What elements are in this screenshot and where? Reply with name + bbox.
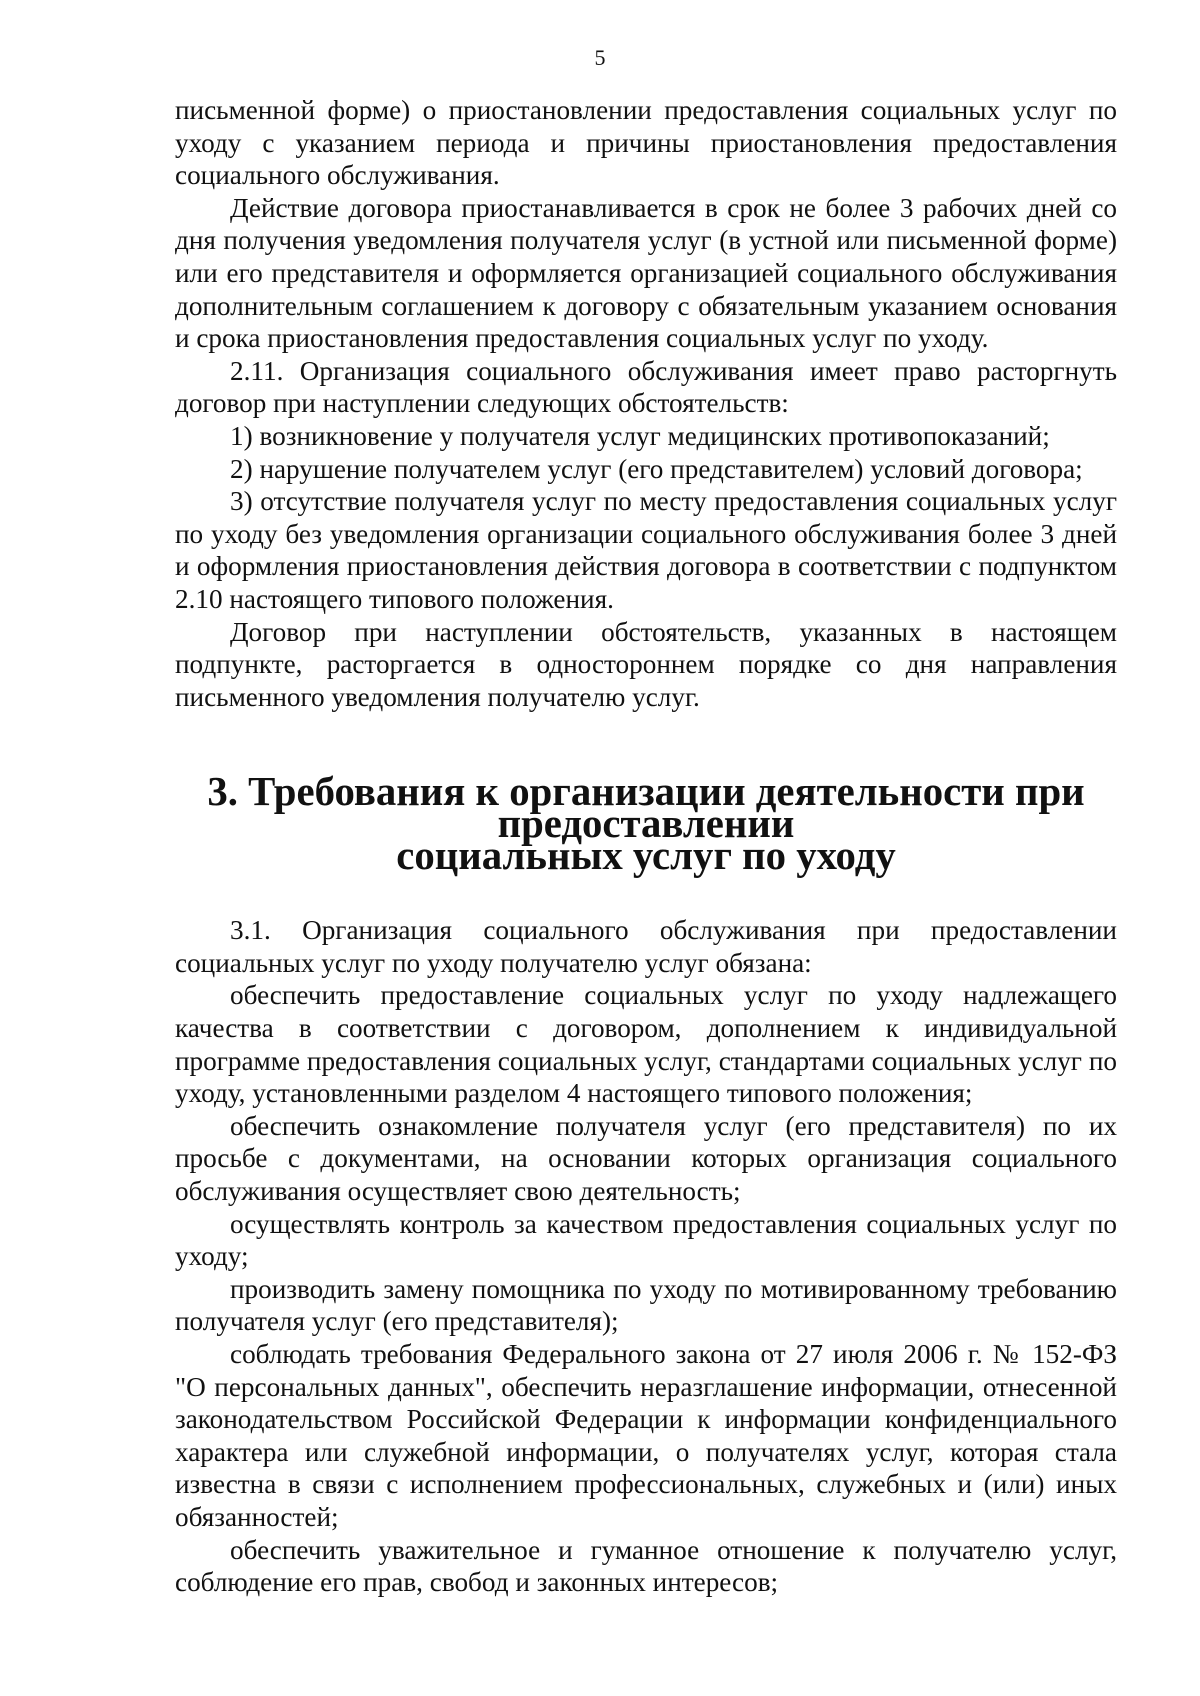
section-3-heading [175, 769, 1117, 879]
paragraph-3-1: 3.1. Организация социального обслуживания при предоставлении социальных услуг по уходу получателю услуг обязана: [175, 915, 1117, 978]
paragraph-2-11: 2.11. Организация социального обслуживания имеет право расторгнуть договор при наступлении следующих обстоятельств: [175, 355, 1117, 419]
obligation-personal-data: соблюдать требования Федерального закона от 27 июля 2006 г. № 152-ФЗ "О персональных данных", обеспечить неразглашение информации, отнесенной законодательством Российской Федерации к информации конфиденциального характера или служебной информации, о получателях услуг, которая стала известна в связи с исполнением профессиональных, служебных и (или) иных обязанностей; [175, 1339, 1117, 1532]
paragraph-suspension-terms: Действие договора приостанавливается в срок не более 3 рабочих дней со дня получения уведомления получателя услуг (в устной или письменной форме) или его представителя и оформляется организацией социального обслуживания дополнительным соглашением к договору с обязательным указанием основания и срока приостановления предоставления социальных услуг по уходу. [175, 192, 1117, 354]
list-item-1: 1) возникновение у получателя услуг медицинских противопоказаний; [230, 420, 1050, 451]
section-heading-line-2: социальных услуг по уходу [396, 833, 896, 879]
list-item-2: 2) нарушение получателем услуг (его представителем) условий договора; [230, 453, 1083, 484]
paragraph-continuation: письменной форме) о приостановлении предоставления социальных услуг по уходу с указанием периода и причины приостановления предоставления социального обслуживания. [175, 95, 1117, 191]
obligation-control: осуществлять контроль за качеством предоставления социальных услуг по уходу; [175, 1208, 1117, 1272]
document-body [175, 94, 1117, 1599]
obligation-respect: обеспечить уважительное и гуманное отношение к получателю услуг, соблюдение его прав, свобод и законных интересов; [175, 1534, 1117, 1598]
obligation-familiarization: обеспечить ознакомление получателя услуг (его представителя) по их просьбе с документами, на основании которых организация социального обслуживания осуществляет свою деятельность; [175, 1110, 1117, 1207]
list-item-3: 3) отсутствие получателя услуг по месту предоставления социальных услуг по уходу без уведомления организации социального обслуживания более 3 дней и оформления приостановления действия договора в соответствии с подпунктом 2.10 настоящего типового положения. [175, 486, 1117, 614]
page-number: 5 [594, 45, 606, 70]
obligation-quality: обеспечить предоставление социальных услуг по уходу надлежащего качества в соответствии с договором, дополнением к индивидуальной программе предоставления социальных услуг, стандартами социальных услуг по уходу, установленными разделом 4 настоящего типового положения; [175, 980, 1117, 1109]
obligation-replacement: производить замену помощника по уходу по мотивированному требованию получателя услуг (его представителя); [175, 1273, 1117, 1337]
section-heading-line-1: 3. Требования к организации деятельности при предоставлении [207, 769, 1085, 847]
paragraph-termination: Договор при наступлении обстоятельств, указанных в настоящем подпункте, расторгается в одностороннем порядке со дня направления письменного уведомления получателю услуг. [175, 616, 1117, 712]
